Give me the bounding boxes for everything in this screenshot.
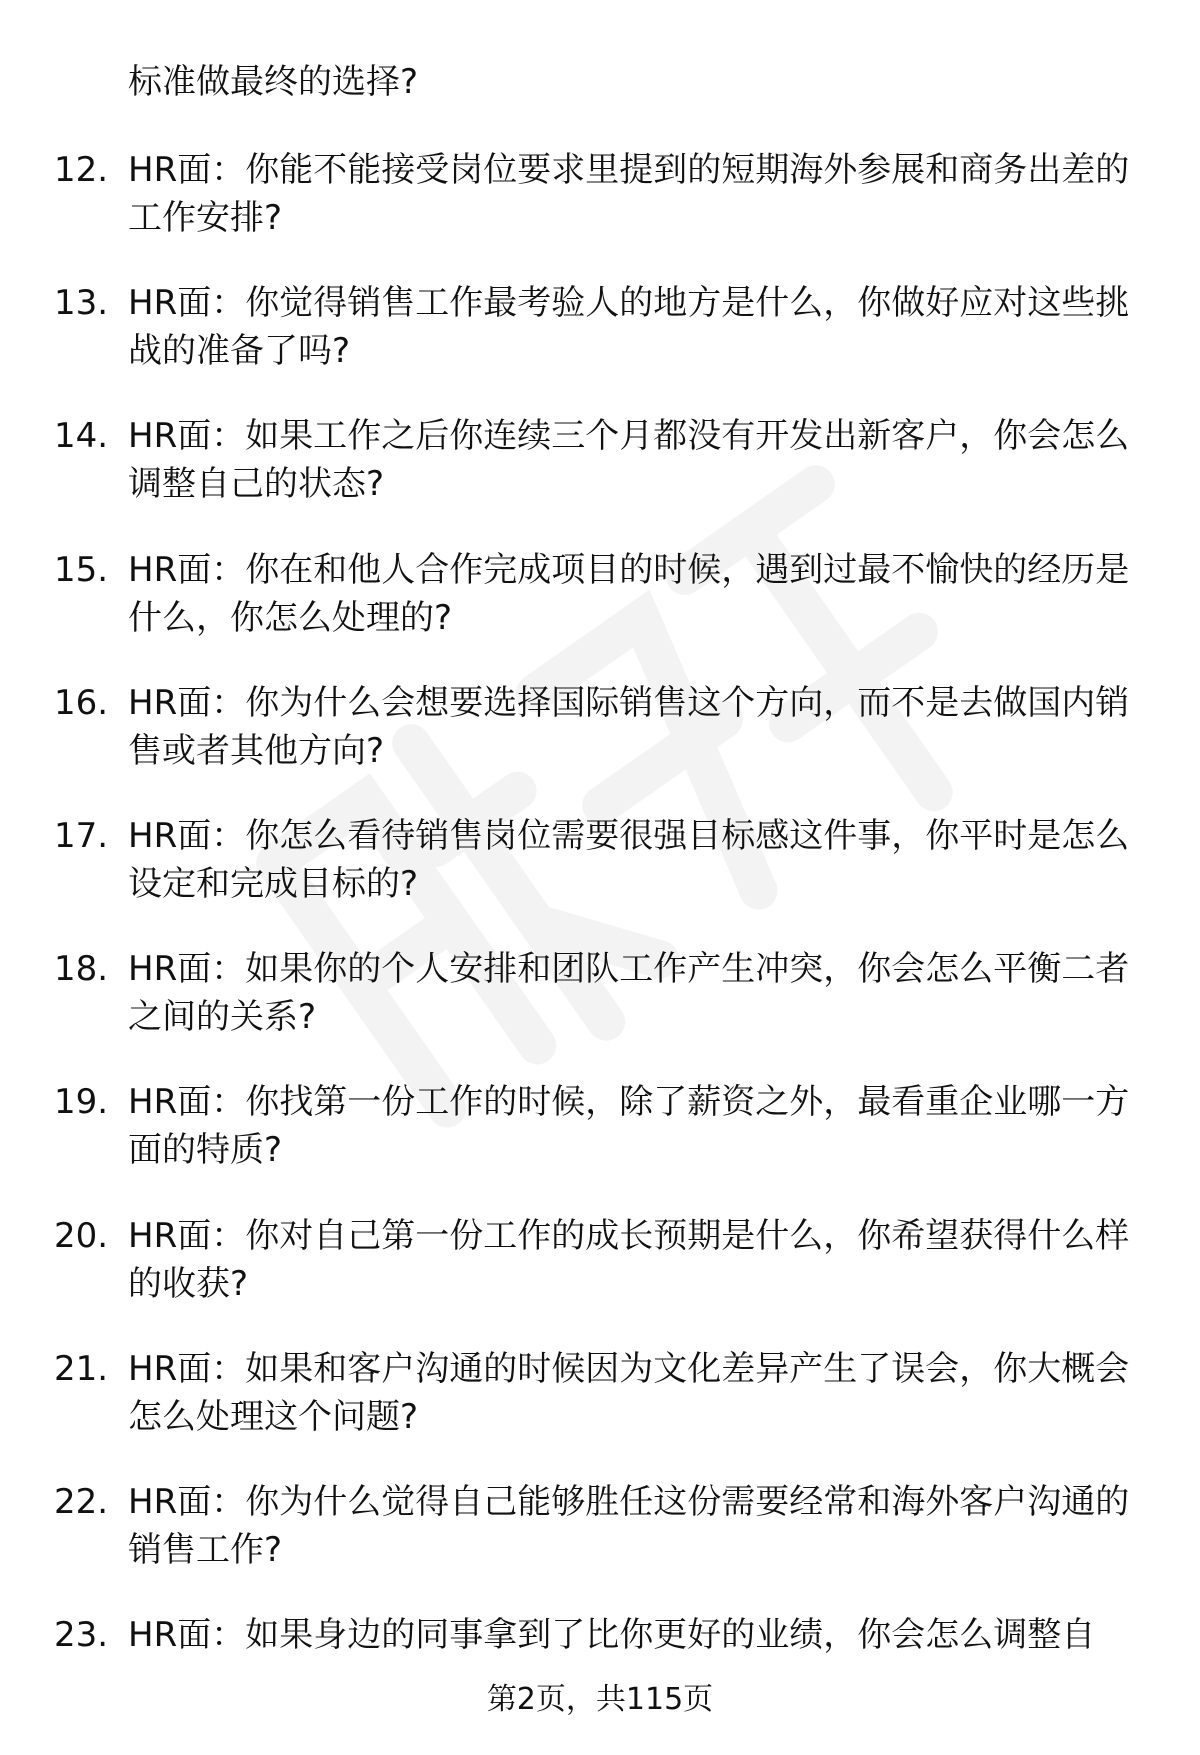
question-item (0, 1212, 1200, 1345)
question-text: HR面：你为什么会想要选择国际销售这个方向，而不是去做国内销售或者其他方向? (128, 682, 1130, 771)
question-number: 15. (54, 549, 109, 590)
question-item (0, 412, 1200, 545)
question-number: 23. (54, 1615, 109, 1656)
question-text: HR面：你为什么觉得自己能够胜任这份需要经常和海外客户沟通的销售工作? (128, 1481, 1130, 1570)
question-text: HR面：如果你的个人安排和团队工作产生冲突，你会怎么平衡二者之间的关系? (128, 949, 1130, 1038)
question-text: HR面：你觉得销售工作最考验人的地方是什么，你做好应对这些挑战的准备了吗? (128, 283, 1130, 372)
question-item (0, 945, 1200, 1078)
question-item (0, 279, 1200, 412)
question-text: HR面：如果工作之后你连续三个月都没有开发出新客户，你会怎么调整自己的状态? (128, 416, 1130, 505)
question-number: 22. (54, 1481, 109, 1522)
question-number: 17. (54, 815, 109, 856)
page-footer: 第2页，共115页 (486, 1682, 714, 1717)
question-item (0, 1345, 1200, 1478)
question-item (0, 1478, 1200, 1611)
question-item (0, 1611, 1200, 1744)
continuation-text: 标准做最终的选择? (128, 62, 419, 102)
question-text: HR面：你找第一份工作的时候，除了薪资之外，最看重企业哪一方面的特质? (128, 1082, 1130, 1171)
question-text: HR面：你怎么看待销售岗位需要很强目标感这件事，你平时是怎么设定和完成目标的? (128, 815, 1130, 904)
question-item (0, 812, 1200, 945)
question-item (0, 1078, 1200, 1211)
question-number: 19. (54, 1082, 109, 1123)
question-text: HR面：如果和客户沟通的时候因为文化差异产生了误会，你大概会怎么处理这个问题? (128, 1348, 1130, 1437)
question-text: HR面：如果身边的同事拿到了比你更好的业绩，你会怎么调整自 (128, 1615, 1096, 1656)
question-number: 16. (54, 682, 109, 723)
question-text: HR面：你能不能接受岗位要求里提到的短期海外参展和商务出差的工作安排? (128, 150, 1130, 238)
question-number: 13. (54, 283, 109, 324)
question-number: 18. (54, 949, 109, 990)
question-number: 12. (54, 150, 109, 190)
question-item (0, 546, 1200, 679)
question-list (0, 146, 1200, 1744)
question-number: 21. (54, 1348, 109, 1389)
question-item (0, 679, 1200, 812)
question-number: 20. (54, 1215, 109, 1256)
question-text: HR面：你对自己第一份工作的成长预期是什么，你希望获得什么样的收获? (128, 1215, 1130, 1304)
question-number: 14. (54, 416, 109, 457)
question-item (0, 146, 1200, 279)
question-text: HR面：你在和他人合作完成项目的时候，遇到过最不愉快的经历是什么，你怎么处理的? (128, 549, 1130, 638)
